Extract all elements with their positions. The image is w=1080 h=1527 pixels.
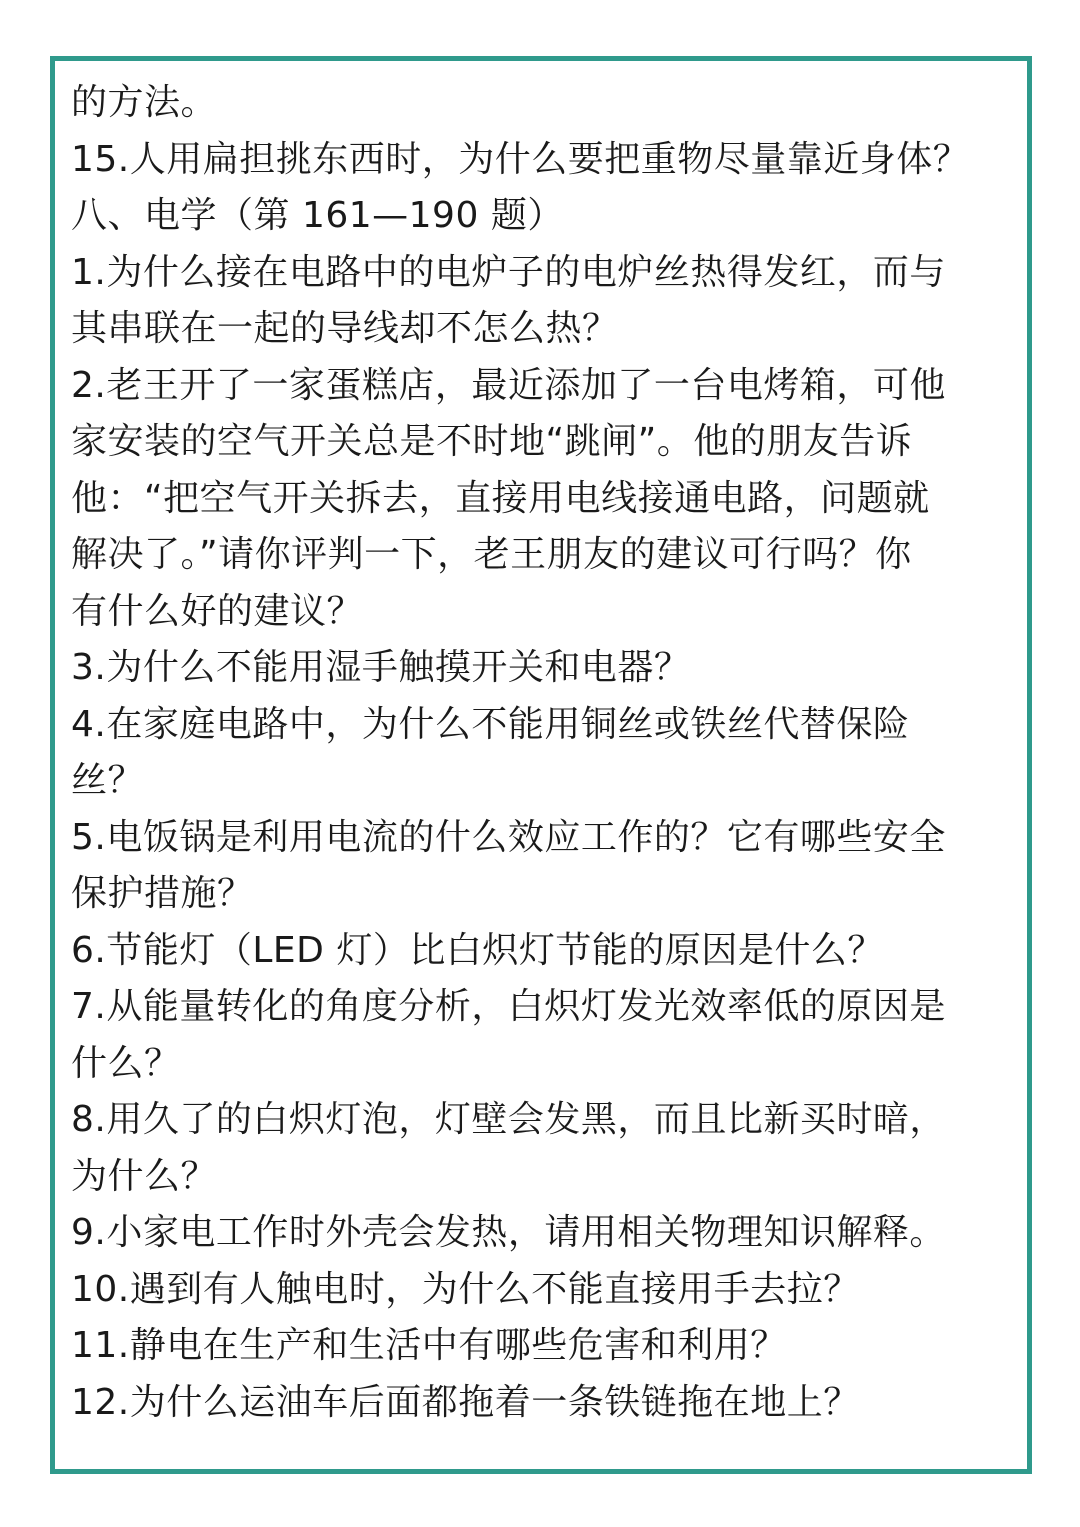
question-7-line-2: 什么？	[71, 1042, 181, 1084]
question-2-line-3: 他：“把空气开关拆去，直接用电线接通电路，问题就	[71, 477, 930, 519]
question-2-line-2: 家安装的空气开关总是不时地“跳闸”。他的朋友告诉	[71, 421, 913, 462]
question-12: 12.为什么运油车后面都拖着一条铁链拖在地上？	[71, 1381, 860, 1423]
question-8-line-1: 8.用久了的白炽灯泡，灯壁会发黑，而且比新买时暗，	[71, 1099, 946, 1140]
question-10: 10.遇到有人触电时，为什么不能直接用手去拉？	[71, 1268, 860, 1310]
text-line-method-end: 的方法。	[71, 82, 218, 123]
question-7-line-1: 7.从能量转化的角度分析，白炽灯发光效率低的原因是	[71, 986, 946, 1027]
question-6: 6.节能灯（LED 灯）比白炽灯节能的原因是什么？	[71, 929, 884, 971]
question-4-line-1: 4.在家庭电路中，为什么不能用铜丝或铁丝代替保险	[71, 703, 910, 745]
section-heading-electricity: 八、电学（第 161—190 题）	[71, 195, 564, 236]
question-3: 3.为什么不能用湿手触摸开关和电器？	[71, 647, 691, 688]
question-9: 9.小家电工作时外壳会发热，请用相关物理知识解释。	[71, 1212, 946, 1253]
question-8-line-2: 为什么？	[71, 1155, 218, 1197]
question-5-line-2: 保护措施？	[71, 873, 254, 914]
question-2-line-1: 2.老王开了一家蛋糕店，最近添加了一台电烤箱，可他	[71, 364, 946, 406]
question-5-line-1: 5.电饭锅是利用电流的什么效应工作的？它有哪些安全	[71, 816, 946, 858]
document-frame	[50, 56, 1032, 1474]
question-15-shoulder-pole: 15.人用扁担挑东西时，为什么要把重物尽量靠近身体？	[71, 138, 970, 180]
question-11: 11.静电在生产和生活中有哪些危害和利用？	[71, 1325, 787, 1366]
document-body	[71, 75, 1017, 1431]
question-2-line-4: 解决了。”请你评判一下，老王朋友的建议可行吗？你	[71, 534, 912, 575]
question-2-line-5: 有什么好的建议？	[71, 590, 364, 632]
question-4-line-2: 丝？	[71, 760, 145, 801]
question-1-line-2: 其串联在一起的导线却不怎么热？	[71, 308, 619, 349]
question-1-line-1: 1.为什么接在电路中的电炉子的电炉丝热得发红，而与	[71, 251, 946, 293]
